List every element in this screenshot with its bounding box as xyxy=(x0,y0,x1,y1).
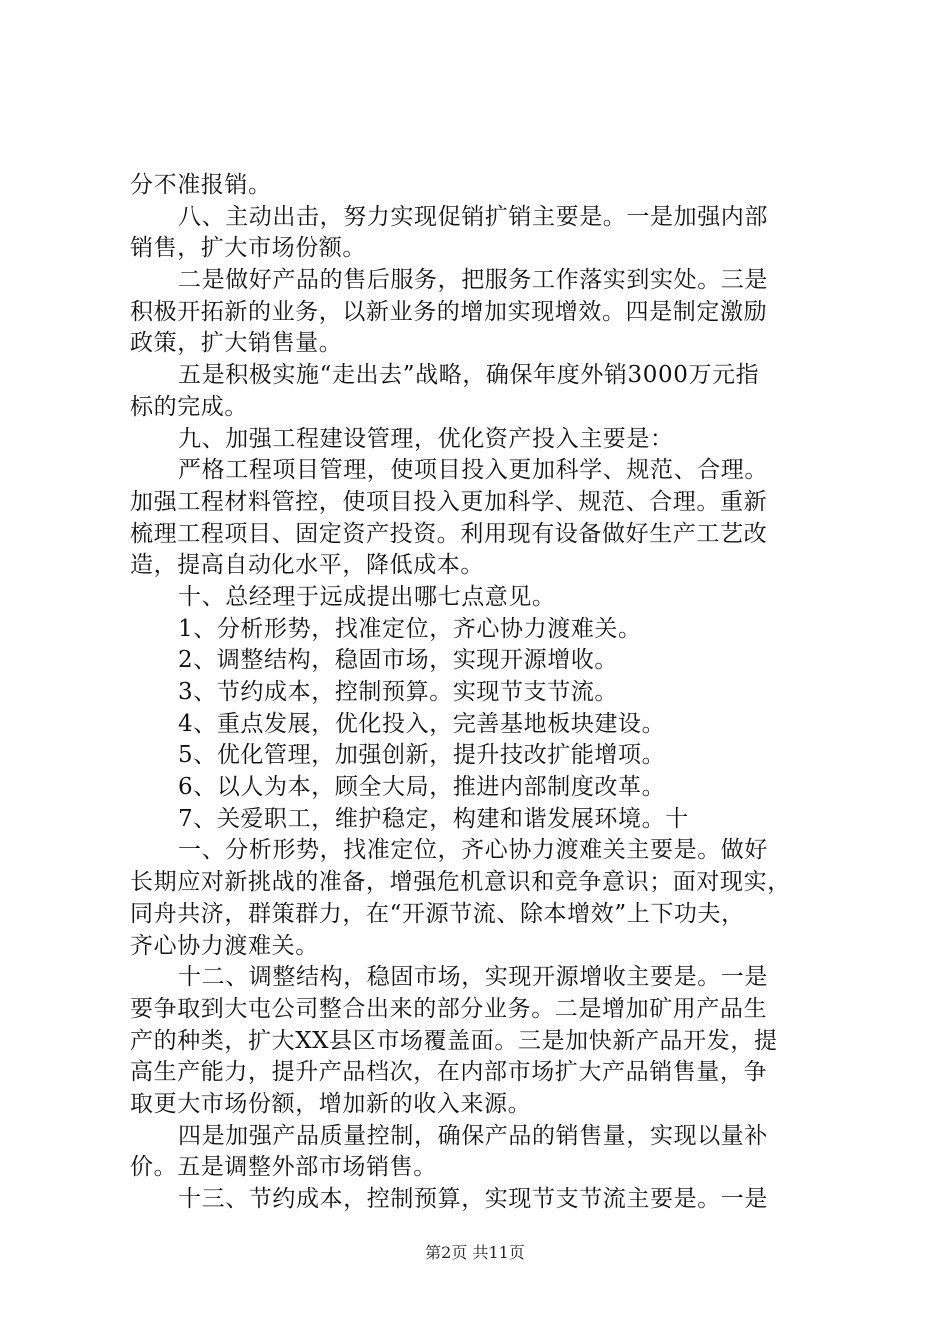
text-line: 6、以人为本，顾全大局，推进内部制度改革。 xyxy=(178,774,666,801)
text-line: 7、关爱职工，维护稳定，构建和谐发展环境。十 xyxy=(178,805,689,832)
text-line: 四是加强产品质量控制，确保产品的销售量，实现以量补 xyxy=(178,1122,768,1149)
text-line: 取更大市场份额，增加新的收入来源。 xyxy=(130,1090,532,1117)
text-line: 十二、调整结构，稳固市场，实现开源增收主要是。一是 xyxy=(178,964,768,991)
text-line: 一、分析形势，找准定位，齐心协力渡难关主要是。做好 xyxy=(178,837,768,864)
text-line: 分不准报销。 xyxy=(130,172,272,198)
text-line: 二是做好产品的售后服务，把服务工作落实到实处。三是 xyxy=(178,267,768,294)
text-line: 标的完成。 xyxy=(130,393,248,420)
text-line: 造，提高自动化水平，降低成本。 xyxy=(130,552,484,579)
text-line: 五是积极实施“走出去”战略，确保年度外销3000万元指 xyxy=(178,362,760,389)
text-line: 要争取到大屯公司整合出来的部分业务。二是增加矿用产品生 xyxy=(130,995,768,1022)
text-line: 5、优化管理，加强创新，提升技改扩能增项。 xyxy=(178,742,666,769)
text-line: 加强工程材料管控，使项目投入更加科学、规范、合理。重新 xyxy=(130,488,768,515)
text-line: 八、主动出击，努力实现促销扩销主要是。一是加强内部 xyxy=(178,203,768,230)
text-line: 齐心协力渡难关。 xyxy=(130,932,319,959)
text-line: 4、重点发展，优化投入，完善基地板块建设。 xyxy=(178,710,666,737)
text-line: 1、分析形势，找准定位，齐心协力渡难关。 xyxy=(178,615,642,642)
text-line: 同舟共济，群策群力，在“开源节流、除本增效”上下功夫， xyxy=(130,900,745,927)
text-line: 产的种类，扩大XX县区市场覆盖面。三是加快新产品开发，提 xyxy=(130,1027,778,1054)
text-line: 梳理工程项目、固定资产投资。利用现有设备做好生产工艺改 xyxy=(130,520,768,547)
text-line: 十、总经理于远成提出哪七点意见。 xyxy=(178,583,556,610)
text-line: 3、节约成本，控制预算。实现节支节流。 xyxy=(178,679,619,705)
text-line: 价。五是调整外部市场销售。 xyxy=(130,1154,437,1181)
text-line: 2、调整结构，稳固市场，实现开源增收。 xyxy=(178,647,619,674)
page-footer: 第2页 共11页 xyxy=(425,1243,525,1262)
text-line: 销售，扩大市场份额。 xyxy=(130,235,366,262)
document-body xyxy=(130,170,830,1216)
text-line: 积极开拓新的业务，以新业务的增加实现增效。四是制定激励 xyxy=(130,298,768,325)
text-line: 九、加强工程建设管理，优化资产投入主要是： xyxy=(178,425,674,452)
text-line: 高生产能力，提升产品档次，在内部市场扩大产品销售量，争 xyxy=(130,1059,768,1086)
text-line: 长期应对新挑战的准备，增强危机意识和竞争意识；面对现实， xyxy=(130,869,791,896)
text-line: 严格工程项目管理，使项目投入更加科学、规范、合理。 xyxy=(178,457,768,484)
text-line: 政策，扩大销售量。 xyxy=(130,330,343,357)
text-line: 十三、节约成本，控制预算，实现节支节流主要是。一是 xyxy=(178,1186,768,1212)
